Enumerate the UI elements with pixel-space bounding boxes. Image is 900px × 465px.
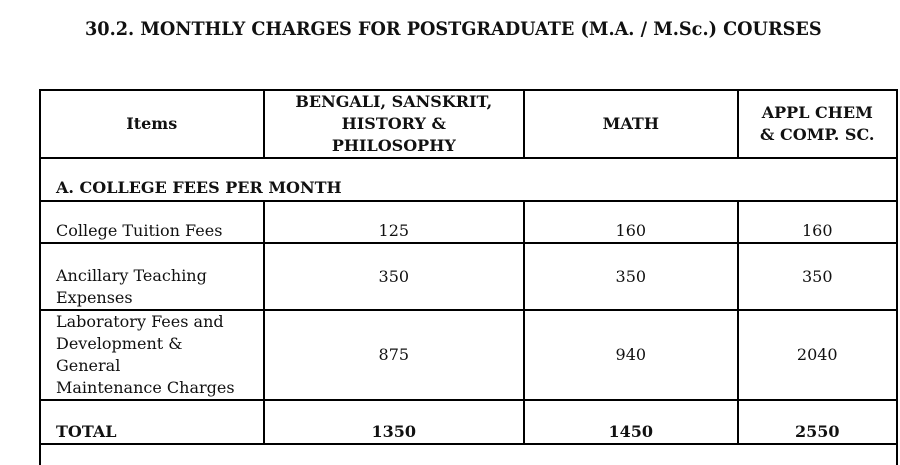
header-line: BENGALI, SANSKRIT, — [295, 92, 493, 111]
fees-table — [39, 89, 898, 445]
cell-bengali: 350 — [264, 243, 525, 310]
header-line: APPL CHEM — [761, 103, 873, 122]
cell-chem: 160 — [738, 201, 898, 243]
table-row — [40, 243, 897, 310]
total-label: TOTAL — [40, 400, 264, 444]
section-title: A. COLLEGE FEES PER MONTH — [40, 158, 897, 201]
cell-bengali: 125 — [264, 201, 525, 243]
column-header-appl-chem-comp-sc — [738, 90, 898, 158]
section-row-college-fees — [40, 158, 897, 201]
table-continuation — [39, 445, 898, 465]
cell-chem: 350 — [738, 243, 898, 310]
column-header-items: Items — [40, 90, 264, 158]
header-line: & COMP. SC. — [760, 125, 875, 144]
total-math: 1450 — [524, 400, 737, 444]
cell-bengali: 875 — [264, 310, 525, 400]
total-chem: 2550 — [738, 400, 898, 444]
cell-math: 160 — [524, 201, 737, 243]
row-label: Ancillary Teaching Expenses — [40, 243, 264, 310]
cell-chem: 2040 — [738, 310, 898, 400]
total-row — [40, 400, 897, 444]
row-label: College Tuition Fees — [40, 201, 264, 243]
page-title: 30.2. MONTHLY CHARGES FOR POSTGRADUATE (M.A. / M.Sc.) COURSES — [85, 18, 822, 40]
table-row — [40, 201, 897, 243]
column-header-math: MATH — [524, 90, 737, 158]
header-line: HISTORY & PHILOSOPHY — [331, 114, 456, 155]
table-header-row — [40, 90, 897, 158]
table-row — [40, 310, 897, 400]
column-header-bengali-sanskrit-history-philosophy — [264, 90, 525, 158]
total-bengali: 1350 — [264, 400, 525, 444]
cell-math: 940 — [524, 310, 737, 400]
cell-math: 350 — [524, 243, 737, 310]
row-label: Laboratory Fees and Development & General Maintenance Charges — [40, 310, 264, 400]
